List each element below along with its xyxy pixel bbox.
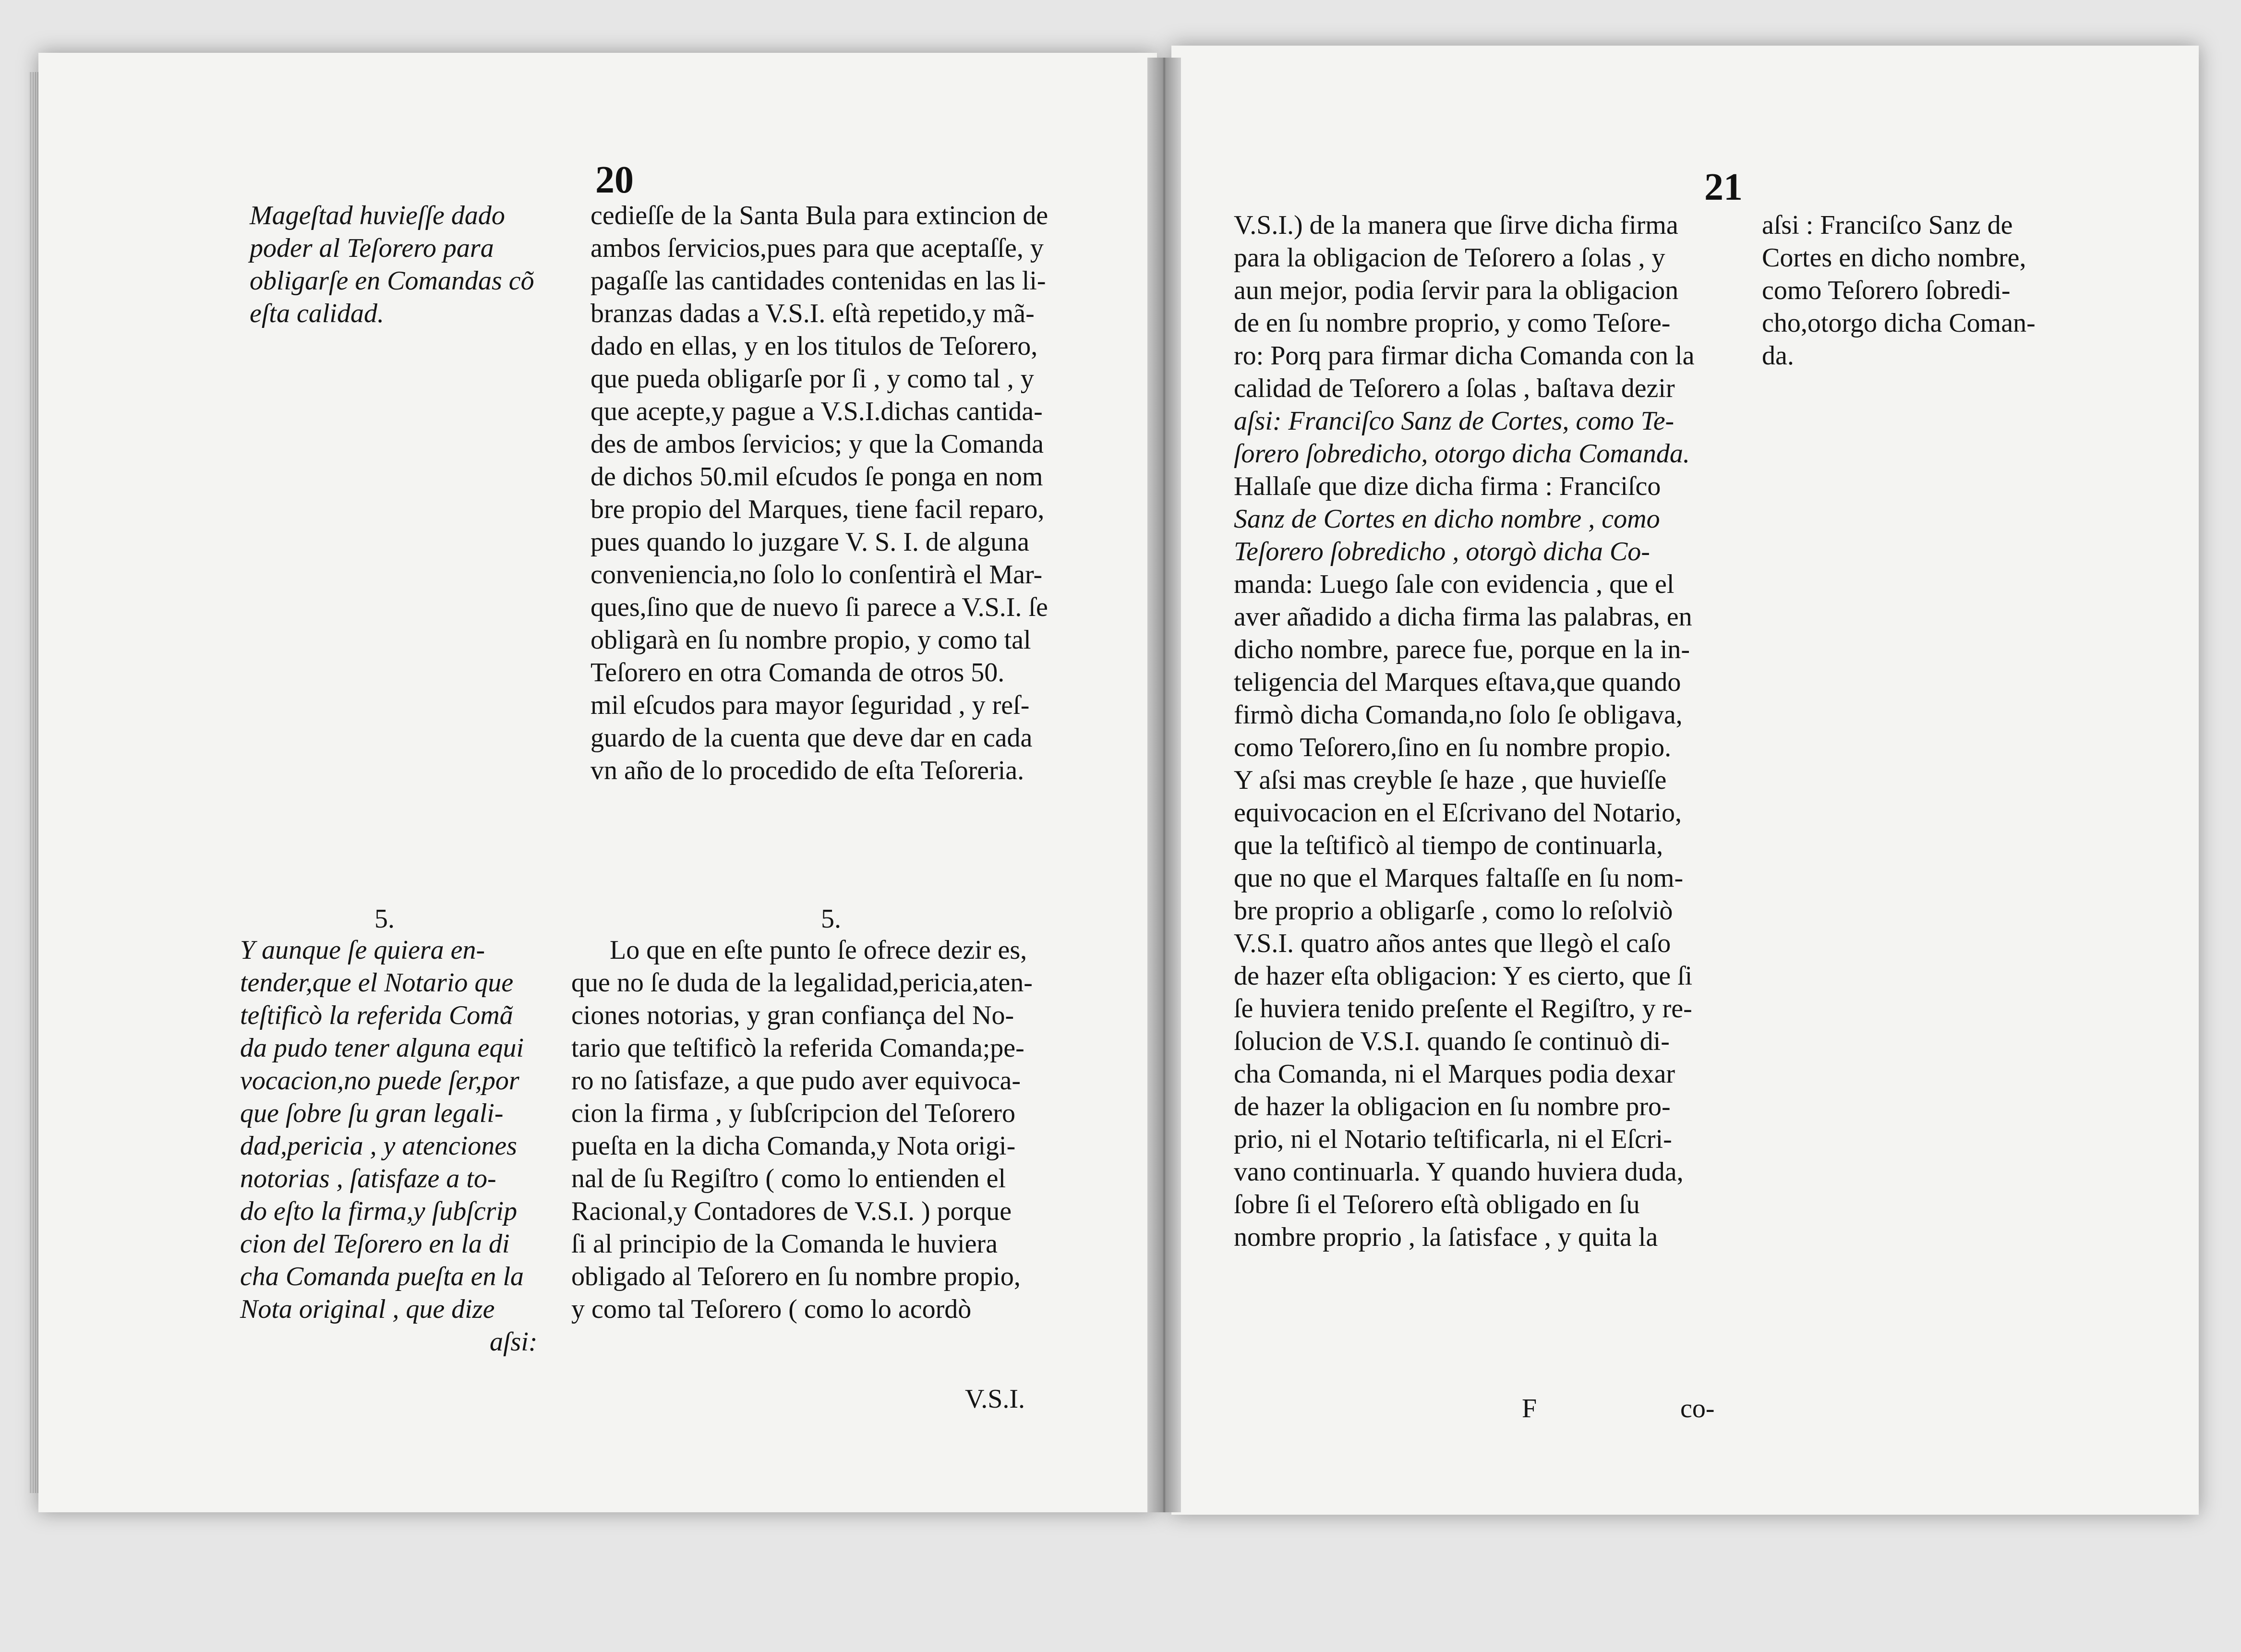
- text-line: de hazer eſta obligacion: Y es cierto, que ſi: [1234, 961, 1693, 991]
- text-line: pues quando lo juzgare V. S. I. de alguna: [590, 527, 1029, 557]
- text-line: Lo que en eſte punto ſe ofrece dezir es,: [610, 935, 1027, 965]
- text-line: branzas dadas a V.S.I. eſtà repetido,y mã-: [590, 299, 1035, 328]
- left-section-5-text: [571, 934, 1104, 1326]
- text-line: que no ſe duda de la legalidad,pericia,aten-: [571, 968, 1033, 998]
- margin-line: cho,otorgo dicha Coman-: [1762, 308, 2036, 338]
- text-line: que acepte,y pague a V.S.I.dichas cantida-: [590, 397, 1043, 426]
- margin-line: notorias , ſatisfaze a to-: [240, 1164, 496, 1194]
- margin-line: cion del Teſorero en la di: [240, 1229, 510, 1259]
- page-number-right: 21: [1704, 166, 1743, 208]
- text-line: Y aſsi mas creyble ſe haze , que huvieſſe: [1234, 765, 1667, 795]
- book-gutter: [1147, 58, 1181, 1512]
- text-line: dicho nombre, parece fue, porque en la in-: [1234, 635, 1690, 664]
- catchword: co-: [1680, 1394, 1715, 1423]
- text-line: nombre proprio , la ſatisface , y quita la: [1234, 1222, 1658, 1252]
- text-line: manda: Luego ſale con evidencia , que el: [1234, 569, 1675, 599]
- margin-line: Nota original , que dize: [240, 1294, 495, 1324]
- text-line: tario que teſtificò la referida Comanda;pe-: [571, 1033, 1024, 1063]
- margin-line: cha Comanda pueſta en la: [240, 1262, 524, 1291]
- text-line: ro: Porq para firmar dicha Comanda con la: [1234, 341, 1695, 371]
- text-line: pagaſſe las cantidades contenidas en las li-: [590, 266, 1046, 296]
- text-line: de dichos 50.mil eſcudos ſe ponga en nom: [590, 462, 1043, 492]
- text-line: ſobre ſi el Teſorero eſtà obligado en ſu: [1234, 1190, 1640, 1219]
- text-line: obligado al Teſorero en ſu nombre propio,: [571, 1262, 1021, 1291]
- margin-line: Y aunque ſe quiera en-: [240, 935, 485, 965]
- margin-line: que ſobre ſu gran legali-: [240, 1098, 504, 1128]
- text-line: pueſta en la dicha Comanda,y Nota origi-: [571, 1131, 1016, 1161]
- page-number-left: 20: [595, 159, 634, 201]
- text-line: firmò dicha Comanda,no ſolo ſe obligava,: [1234, 700, 1683, 730]
- right-main-text: [1234, 209, 1781, 1254]
- margin-line: tender,que el Notario que: [240, 968, 514, 998]
- text-line: V.S.I. quatro años antes que llegò el caſo: [1234, 928, 1671, 958]
- text-line: ques,ſino que de nuevo ſi parece a V.S.I. ſe: [590, 592, 1048, 622]
- text-line: nal de ſu Regiſtro ( como lo entienden el: [571, 1164, 1006, 1194]
- text-line: Hallaſe que dize dicha firma : Franciſco: [1234, 471, 1661, 501]
- margin-line: do eſto la firma,y ſubſcrip: [240, 1196, 518, 1226]
- text-line: guardo de la cuenta que deve dar en cada: [590, 723, 1033, 753]
- text-line: ſe huviera tenido preſente el Regiſtro, y re-: [1234, 994, 1692, 1024]
- text-line: dado en ellas, y en los titulos de Teſorero,: [590, 331, 1038, 361]
- margin-line: Cortes en dicho nombre,: [1762, 243, 2026, 273]
- text-line: mil eſcudos para mayor ſeguridad , y reſ-: [590, 690, 1030, 720]
- text-line: que no que el Marques faltaſſe en ſu nom-: [1234, 863, 1684, 893]
- text-line: que pueda obligarſe por ſi , y como tal , y: [590, 364, 1034, 394]
- text-line: bre proprio a obligarſe , como lo reſolviò: [1234, 896, 1673, 926]
- signature-mark: F: [1522, 1394, 1537, 1423]
- text-line: cion la firma , y ſubſcripcion del Teſorero: [571, 1098, 1015, 1128]
- text-line: vano continuarla. Y quando huviera duda,: [1234, 1157, 1684, 1187]
- text-line: des de ambos ſervicios; y que la Comanda: [590, 429, 1044, 459]
- text-line: ciones notorias, y gran confiança del No-: [571, 1001, 1014, 1030]
- text-line: aver añadido a dicha firma las palabras, en: [1234, 602, 1692, 632]
- text-line: Sanz de Cortes en dicho nombre , como: [1234, 504, 1660, 534]
- margin-line: como Teſorero ſobredi-: [1762, 276, 2011, 305]
- margin-line: poder al Teſorero para: [250, 233, 494, 263]
- text-line: ambos ſervicios,pues para que aceptaſſe, y: [590, 233, 1044, 263]
- text-line: de hazer la obligacion en ſu nombre pro-: [1234, 1092, 1671, 1121]
- catchword: V.S.I.: [965, 1384, 1025, 1414]
- text-line: Racional,y Contadores de V.S.I. ) porque: [571, 1196, 1012, 1226]
- text-line: como Teſorero,ſino en ſu nombre propio.: [1234, 733, 1672, 762]
- left-margin-note: [250, 199, 586, 330]
- margin-line: teſtificò la referida Comã: [240, 1001, 513, 1030]
- text-line: conveniencia,no ſolo lo conſentirà el Mar-: [590, 560, 1043, 590]
- text-line: equivocacion en el Eſcrivano del Notario,: [1234, 798, 1682, 828]
- margin-line: eſta calidad.: [250, 299, 384, 328]
- section-number: 5.: [821, 904, 841, 934]
- text-line: ſolucion de V.S.I. quando ſe continuò di-: [1234, 1026, 1670, 1056]
- text-line: de en ſu nombre proprio, y como Teſore-: [1234, 308, 1671, 338]
- text-line: Teſorero en otra Comanda de otros 50.: [590, 658, 1005, 687]
- text-line: cha Comanda, ni el Marques podia dexar: [1234, 1059, 1675, 1089]
- section-number: 5.: [374, 904, 395, 934]
- margin-line: da.: [1762, 341, 1794, 371]
- text-line: aun mejor, podia ſervir para la obligacion: [1234, 276, 1679, 305]
- margin-line: dad,pericia , y atenciones: [240, 1131, 517, 1161]
- text-line: prio, ni el Notario teſtificarla, ni el Eſcri-: [1234, 1124, 1672, 1154]
- left-main-text: [590, 199, 1109, 787]
- text-line: vn año de lo procedido de eſta Teſoreria.: [590, 756, 1024, 785]
- text-line: Teſorero ſobredicho , otorgò dicha Co-: [1234, 537, 1650, 567]
- margin-line: aſsi : Franciſco Sanz de: [1762, 210, 2013, 240]
- margin-line: aſsi:: [490, 1327, 538, 1357]
- right-margin-note: [1762, 209, 2156, 372]
- text-line: ſi al principio de la Comanda le huviera: [571, 1229, 998, 1259]
- text-line: ro no ſatisfaze, a que pudo aver equivoca-: [571, 1066, 1021, 1096]
- margin-line: vocacion,no puede ſer,por: [240, 1066, 519, 1096]
- text-line: y como tal Teſorero ( como lo acordò: [571, 1294, 972, 1324]
- text-line: cedieſſe de la Santa Bula para extincion de: [590, 201, 1048, 230]
- text-line: calidad de Teſorero a ſolas , baſtava dezir: [1234, 374, 1675, 403]
- margin-line: Mageſtad huvieſſe dado: [250, 201, 505, 230]
- text-line: para la obligacion de Teſorero a ſolas , y: [1234, 243, 1665, 273]
- margin-line: da pudo tener alguna equi: [240, 1033, 524, 1063]
- text-line: que la teſtificò al tiempo de continuarla,: [1234, 831, 1663, 860]
- text-line: ſorero ſobredicho, otorgo dicha Comanda.: [1234, 439, 1690, 469]
- text-line: V.S.I.) de la manera que ſirve dicha firma: [1234, 210, 1678, 240]
- text-line: bre propio del Marques, tiene facil reparo,: [590, 494, 1045, 524]
- text-line: teligencia del Marques eſtava,que quando: [1234, 667, 1681, 697]
- left-margin-section-5: [240, 934, 586, 1358]
- text-line: aſsi: Franciſco Sanz de Cortes, como Te-: [1234, 406, 1675, 436]
- margin-line: obligarſe en Comandas cõ: [250, 266, 534, 296]
- text-line: obligarà en ſu nombre propio, y como tal: [590, 625, 1031, 655]
